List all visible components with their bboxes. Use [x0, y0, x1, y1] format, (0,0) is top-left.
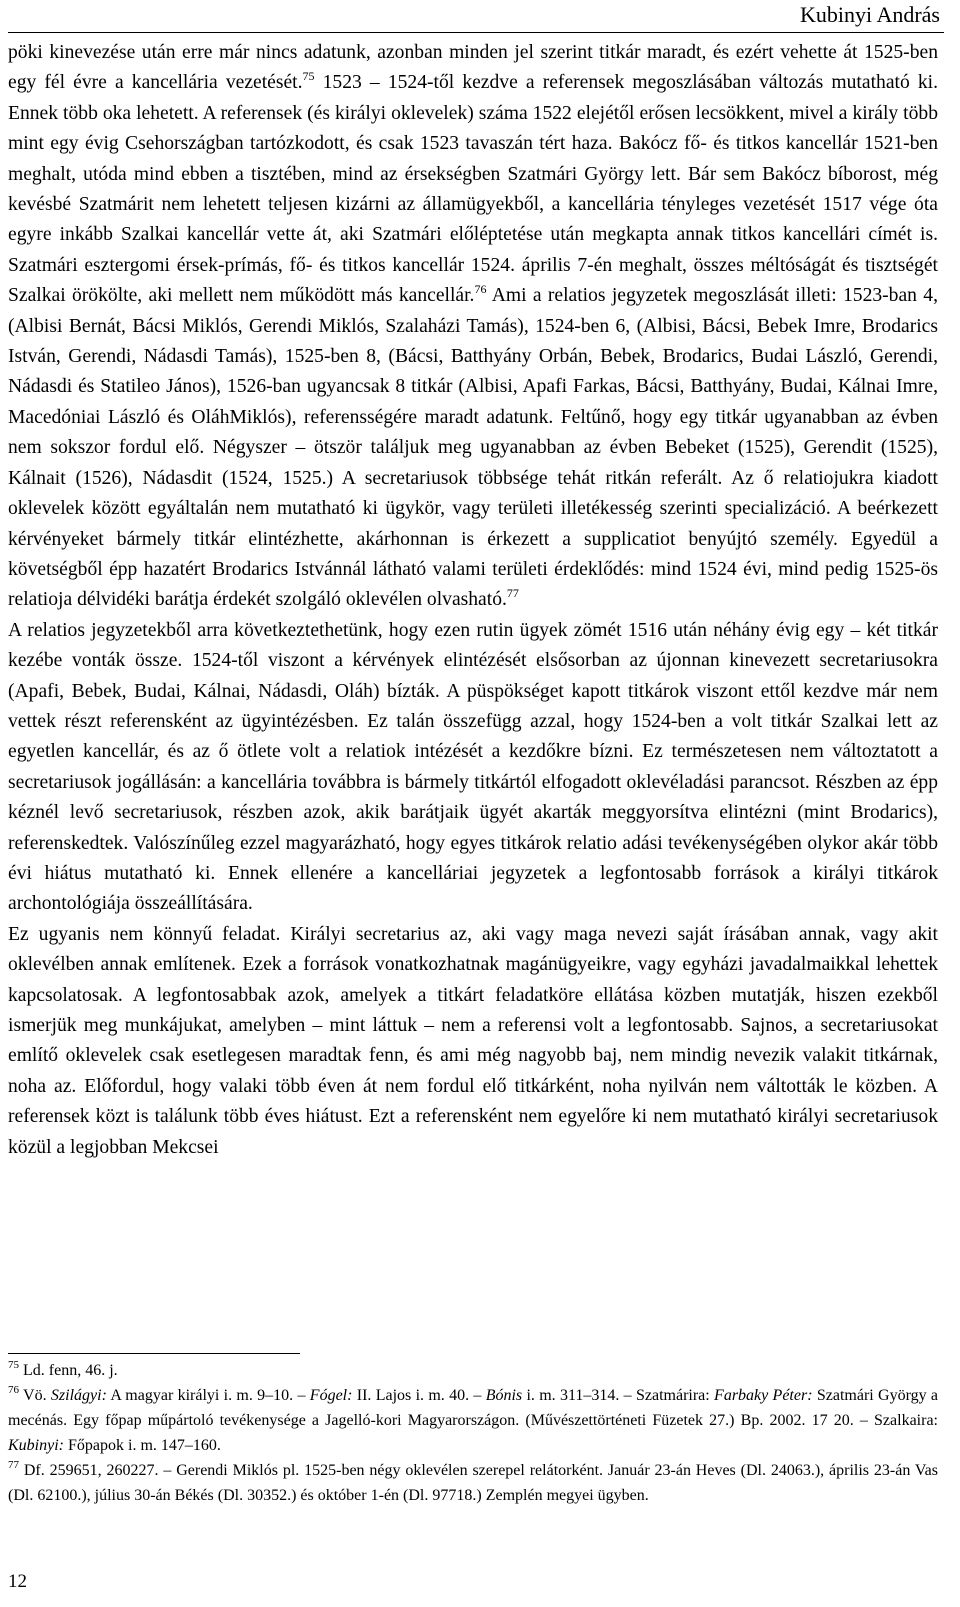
page-number: 12 — [8, 1571, 27, 1592]
footnotes — [8, 1358, 938, 1508]
author-name: Farbaky Péter: — [714, 1387, 813, 1404]
header-rule — [8, 32, 944, 33]
text-span: Ami a relatios jegyzetek megoszlását illeti: 1523-ban 4, (Albisi Bernát, Bácsi Miklós, Gerendi Miklós, Szalaházi Tamás), 1524-ben 6, (Albisi, Bácsi, Bebek Imre, Brodarics István, Gerendi, Nádasdi Tamás), 1525-ben 8, (Bácsi, Batthyány Orbán, Bebek, Brodarics, Budai László, Gerendi, Nádasdi és Statileo János), 1526-ban ugyancsak 8 titkár (Albisi, Apafi Farkas, Bácsi, Batthyány, Budai, Kálnai Imre, Macedóniai László és OláhMiklós), referensségére maradt adatunk. Feltűnő, hogy egy titkár ugyanabban az évben nem sokszor fordul elő. Négyszer – ötször találjuk meg ugyanabban az évben Bebeket (1525), Gerendit (1525), Kálnait (1526), Nádasdit (1524, 1525.) A secretariusok többsége tehát ritkán referált. Az ő relatiojukra kiadott oklevelek között egyáltalán nem mutatható ki ügykör, vagy területi illetékesség szerinti specializáció. A beérkezett kérvényeket bármely titkár elintézhette, akárhonnan is érkezett a supplicatiot benyújtó személy. Egyedül a követségből épp hazatért Brodarics Istvánnál látható valami területi érdeklődés: mind 1524 évi, mind pedig 1525-ös relatioja délvidéki barátja érdekét szolgáló oklevélen olvasható. — [8, 285, 938, 611]
footnote-number: 77 — [8, 1459, 19, 1471]
author-name: Kubinyi: — [8, 1437, 64, 1454]
footnote-75 — [8, 1358, 938, 1383]
footnote-text: Df. 259651, 260227. – Gerendi Miklós pl. 1525-ben négy oklevélen szerepel relátorként. Január 23-án Heves (Dl. 24063.), április 23-án Vas (Dl. 62100.), július 30-án Békés (Dl. 30352.) és október 1-én (Dl. 97718.) Zemplén megyei ügyben. — [8, 1462, 939, 1504]
footnote-separator — [8, 1353, 300, 1354]
paragraph-2: A relatios jegyzetekből arra következtethetünk, hogy ezen rutin ügyek zömét 1516 után néhány évig egy – két titkár kezébe vonták össze. 1524-től viszont a kérvények elintézését elsősorban az újonnan kinevezett secretariusokra (Apafi, Bebek, Budai, Kálnai, Nádasdi, Oláh) bízták. A püspökséget kapott titkárok viszont ettől kezdve már nem vettek részt referensként az ügyintézésben. Ez talán összefügg azzal, hogy 1524-ben a volt titkár Szalkai lett az egyetlen kancellár, és az ő ötlete volt a relatiok intézését a kezdőkre bízni. Ez természetesen nem változtatott a secretariusok jogállásán: a kancellária továbbra is bármely titkártól elfogadott oklevéladási parancsot. Részben az épp kéznél levő secretariusok, részben azok, akik barátjaik ügyét akarták meggyorsítva elintézni (mint Brodarics), referenskedtek. Valószínűleg ezzel magyarázható, hogy egyes titkárok relatio adási tevékenységében olykor akár több évi hiátus mutatható ki. Ennek ellenére a kancelláriai jegyzetek a legfontosabb források a királyi titkárok archontológiája összeállítására. — [8, 619, 938, 915]
footnote-text: II. Lajos i. m. 40. – — [352, 1387, 486, 1404]
footnote-text: Ld. fenn, 46. j. — [23, 1362, 118, 1379]
footnote-ref-76[interactable]: 76 — [474, 282, 487, 297]
author-name: Fógel: — [309, 1387, 353, 1404]
author-name: Bónis — [485, 1387, 523, 1404]
text-span: 1523 – 1524-től kezdve a referensek megoszlásában változás mutatható ki. Ennek több oka lehetett. A referensek (és királyi oklevelek) száma 1522 elejétől erősen lecsökkent, mivel a király több mint egy évig Csehországban tartózkodott, és csak 1523 tavaszán tért haza. Bakócz fő- és titkos kancellár 1521-ben meghalt, utóda mind ebben a tisztében, mind az érsekségben Szatmári György lett. Bár sem Bakócz bíborost, még kevésbé Szatmárit nem lehetett teljesen kizárni az államügyekből, a kancellária tényleges vezetését 1517 vége óta egyre inkább Szalkai kancellár vette át, aki Szatmári előléptetése után megkapta annak titkos kancellári címét is. Szatmári esztergomi érsek-prímás, fő- és titkos kancellár 1524. április 7-én meghalt, összes méltóságát és tisztségét Szalkai örökölte, aki mellett nem működött más kancellár. — [8, 72, 938, 307]
footnote-text: A magyar királyi i. m. 9–10. – — [106, 1387, 310, 1404]
footnote-number: 76 — [8, 1384, 19, 1396]
text-span: pöki kinevezése után erre már nincs adatunk, azonban minden jel szerint titkár maradt, és ezért vehette át 1525-ben egy fél évre a kancellária vezetését. — [8, 42, 938, 94]
footnote-number: 75 — [8, 1359, 19, 1371]
main-text — [8, 38, 938, 1163]
footnote-ref-75[interactable]: 75 — [302, 69, 315, 84]
footnote-ref-77[interactable]: 77 — [506, 586, 519, 601]
footnote-text: i. m. 311–314. – Szatmárira: — [522, 1387, 715, 1404]
footnote-text: Szatmári György a mecénás. Egy főpap műpártoló tevékenysége a Jagelló-kori Magyarországon. (Művészettörténeti Füzetek 27.) Bp. 2002. 17 20. – Szalkaira: — [8, 1387, 939, 1429]
running-head-author: Kubinyi András — [800, 2, 940, 27]
footnote-text: Vö. — [23, 1387, 51, 1404]
paragraph-3: Ez ugyanis nem könnyű feladat. Királyi secretarius az, aki vagy maga nevezi saját írásában annak, vagy akit oklevélben annak említenek. Ezek a források vonatkozhatnak magánügyeikre, vagy egyházi javadalmaikkal lehettek kapcsolatosak. A legfontosabbak azok, amelyek a titkárt feladatköre ellátása közben mutatják, hiszen ezekből ismerjük meg munkájukat, amelyben – mint láttuk – nem a referensi volt a legfontosabb. Sajnos, a secretariusokat említő oklevelek csak esetlegesen maradtak fenn, és ami még nagyobb baj, nem mindig nevezik valakit titkárnak, noha az. Előfordul, hogy valaki több éven át nem fordul elő titkárként, noha nyilván nem váltották le közben. A referensek közt is találunk több éves hiátust. Ezt a referensként nem egyelőre ki nem mutatható királyi secretariusok közül a legjobban Mekcsei — [8, 923, 938, 1158]
author-name: Szilágyi: — [50, 1387, 107, 1404]
footnote-76 — [8, 1383, 938, 1458]
footnote-77 — [8, 1458, 938, 1508]
paragraph-1 — [8, 38, 938, 616]
footnote-text: Főpapok i. m. 147–160. — [64, 1437, 221, 1454]
